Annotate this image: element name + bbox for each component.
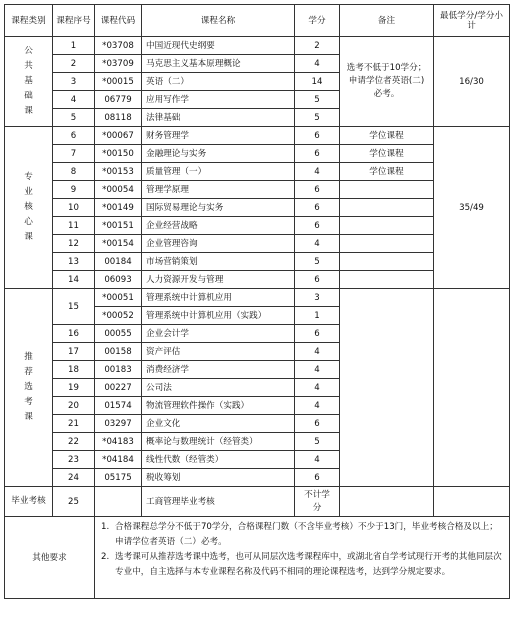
name-cell: 中国近现代史纲要 <box>142 37 295 55</box>
elective-note <box>340 289 434 487</box>
header-note: 备注 <box>340 5 434 37</box>
code-cell: *04183 <box>95 433 142 451</box>
credit-cell: 6 <box>295 469 340 487</box>
note-cell <box>340 217 434 235</box>
name-cell: 线性代数（经管类） <box>142 451 295 469</box>
name-cell: 企业文化 <box>142 415 295 433</box>
credit-cell: 4 <box>295 55 340 73</box>
name-cell: 企业管理咨询 <box>142 235 295 253</box>
credit-cell: 1 <box>295 307 340 325</box>
header-credit: 学分 <box>295 5 340 37</box>
credit-cell: 5 <box>295 433 340 451</box>
seq-cell: 14 <box>53 271 95 289</box>
credit-cell: 6 <box>295 127 340 145</box>
note-cell: 学位课程 <box>340 127 434 145</box>
code-cell: *00015 <box>95 73 142 91</box>
code-cell: 08118 <box>95 109 142 127</box>
seq-cell: 15 <box>53 289 95 325</box>
credit-cell: 4 <box>295 361 340 379</box>
table-row <box>5 487 510 517</box>
category-public: 公共基础课 <box>5 37 53 127</box>
code-cell: *00153 <box>95 163 142 181</box>
name-cell: 企业经营战略 <box>142 217 295 235</box>
seq-cell: 12 <box>53 235 95 253</box>
requirement-item <box>101 520 503 550</box>
seq-cell: 1 <box>53 37 95 55</box>
seq-cell: 19 <box>53 379 95 397</box>
note-cell: 学位课程 <box>340 163 434 181</box>
code-cell: *00154 <box>95 235 142 253</box>
header-row <box>5 5 510 37</box>
code-cell: 06779 <box>95 91 142 109</box>
note-cell <box>340 181 434 199</box>
credit-cell: 6 <box>295 181 340 199</box>
note-cell: 学位课程 <box>340 145 434 163</box>
code-cell: *00151 <box>95 217 142 235</box>
seq-cell: 10 <box>53 199 95 217</box>
note-cell <box>340 199 434 217</box>
table-row <box>5 127 510 145</box>
seq-cell: 4 <box>53 91 95 109</box>
elective-min-credit <box>434 289 510 487</box>
credit-cell: 6 <box>295 217 340 235</box>
credit-cell: 4 <box>295 235 340 253</box>
credit-cell: 6 <box>295 415 340 433</box>
code-cell: *00149 <box>95 199 142 217</box>
code-cell: *04184 <box>95 451 142 469</box>
code-cell: 01574 <box>95 397 142 415</box>
credit-cell: 14 <box>295 73 340 91</box>
seq-cell: 20 <box>53 397 95 415</box>
credit-cell: 6 <box>295 271 340 289</box>
core-min-credit: 35/49 <box>434 127 510 289</box>
name-cell: 概率论与数理统计（经管类） <box>142 433 295 451</box>
seq-cell: 8 <box>53 163 95 181</box>
code-cell: 00158 <box>95 343 142 361</box>
code-cell: *00067 <box>95 127 142 145</box>
name-cell: 企业会计学 <box>142 325 295 343</box>
credit-cell: 5 <box>295 109 340 127</box>
table-row <box>5 289 510 307</box>
requirement-number: 2. <box>101 552 110 562</box>
seq-cell: 16 <box>53 325 95 343</box>
requirement-text: 选考课可从推荐选考课中选考，也可从同层次选考课程库中，或湖北省自学考试现行开考的其他同层次专业中，自主选择与本专业课程名称及代码不相同的理论课程选考，达到学分规定要求。 <box>115 552 502 577</box>
name-cell: 管理系统中计算机应用（实践） <box>142 307 295 325</box>
other-requirements-label: 其他要求 <box>5 517 95 599</box>
name-cell: 消费经济学 <box>142 361 295 379</box>
seq-cell: 7 <box>53 145 95 163</box>
code-cell: *03709 <box>95 55 142 73</box>
category-elective: 推荐选考课 <box>5 289 53 487</box>
header-category: 课程类别 <box>5 5 53 37</box>
name-cell: 税收筹划 <box>142 469 295 487</box>
code-cell: *00150 <box>95 145 142 163</box>
seq-cell: 17 <box>53 343 95 361</box>
header-seq: 课程序号 <box>53 5 95 37</box>
requirement-number: 1. <box>101 522 110 532</box>
category-core: 专业核心课 <box>5 127 53 289</box>
table-row <box>5 37 510 55</box>
name-cell: 公司法 <box>142 379 295 397</box>
name-cell: 管理系统中计算机应用 <box>142 289 295 307</box>
curriculum-table <box>4 4 510 599</box>
other-requirements-text <box>95 517 510 599</box>
seq-cell: 18 <box>53 361 95 379</box>
seq-cell: 2 <box>53 55 95 73</box>
requirement-item <box>101 550 503 580</box>
min-credit-cell <box>434 487 510 517</box>
seq-cell: 23 <box>53 451 95 469</box>
name-cell: 财务管理学 <box>142 127 295 145</box>
credit-cell: 4 <box>295 163 340 181</box>
name-cell: 应用写作学 <box>142 91 295 109</box>
header-min-credit: 最低学分/学分小计 <box>434 5 510 37</box>
public-note: 选考不低于10学分；申请学位者英语(二)必考。 <box>340 37 434 127</box>
credit-cell: 4 <box>295 451 340 469</box>
other-requirements-row <box>5 517 510 599</box>
credit-cell: 5 <box>295 91 340 109</box>
header-code: 课程代码 <box>95 5 142 37</box>
code-cell: *03708 <box>95 37 142 55</box>
credit-cell: 3 <box>295 289 340 307</box>
name-cell: 工商管理毕业考核 <box>142 487 295 517</box>
code-cell: *00054 <box>95 181 142 199</box>
code-cell: *00051 <box>95 289 142 307</box>
credit-cell: 不计学分 <box>295 487 340 517</box>
seq-cell: 3 <box>53 73 95 91</box>
credit-cell: 6 <box>295 199 340 217</box>
seq-cell: 6 <box>53 127 95 145</box>
name-cell: 法律基础 <box>142 109 295 127</box>
name-cell: 英语（二） <box>142 73 295 91</box>
name-cell: 金融理论与实务 <box>142 145 295 163</box>
note-cell <box>340 487 434 517</box>
requirement-text: 合格课程总学分不低于70学分，合格课程门数（不含毕业考核）不少于13门，毕业考核合格及以上；申请学位者英语（二）必考。 <box>115 522 498 547</box>
code-cell: 00183 <box>95 361 142 379</box>
category-thesis: 毕业考核 <box>5 487 53 517</box>
seq-cell: 22 <box>53 433 95 451</box>
credit-cell: 5 <box>295 253 340 271</box>
code-cell: 00227 <box>95 379 142 397</box>
seq-cell: 9 <box>53 181 95 199</box>
credit-cell: 2 <box>295 37 340 55</box>
note-cell <box>340 253 434 271</box>
public-min-credit: 16/30 <box>434 37 510 127</box>
code-cell: 00184 <box>95 253 142 271</box>
credit-cell: 4 <box>295 343 340 361</box>
name-cell: 质量管理（一） <box>142 163 295 181</box>
name-cell: 马克思主义基本原理概论 <box>142 55 295 73</box>
seq-cell: 25 <box>53 487 95 517</box>
code-cell: 06093 <box>95 271 142 289</box>
note-cell <box>340 271 434 289</box>
seq-cell: 11 <box>53 217 95 235</box>
seq-cell: 24 <box>53 469 95 487</box>
credit-cell: 6 <box>295 145 340 163</box>
name-cell: 国际贸易理论与实务 <box>142 199 295 217</box>
header-name: 课程名称 <box>142 5 295 37</box>
code-cell: 05175 <box>95 469 142 487</box>
name-cell: 市场营销策划 <box>142 253 295 271</box>
seq-cell: 21 <box>53 415 95 433</box>
seq-cell: 5 <box>53 109 95 127</box>
seq-cell: 13 <box>53 253 95 271</box>
credit-cell: 4 <box>295 379 340 397</box>
name-cell: 资产评估 <box>142 343 295 361</box>
code-cell: *00052 <box>95 307 142 325</box>
credit-cell: 4 <box>295 397 340 415</box>
name-cell: 物流管理软件操作（实践） <box>142 397 295 415</box>
code-cell: 03297 <box>95 415 142 433</box>
name-cell: 管理学原理 <box>142 181 295 199</box>
code-cell <box>95 487 142 517</box>
credit-cell: 6 <box>295 325 340 343</box>
note-cell <box>340 235 434 253</box>
name-cell: 人力资源开发与管理 <box>142 271 295 289</box>
code-cell: 00055 <box>95 325 142 343</box>
